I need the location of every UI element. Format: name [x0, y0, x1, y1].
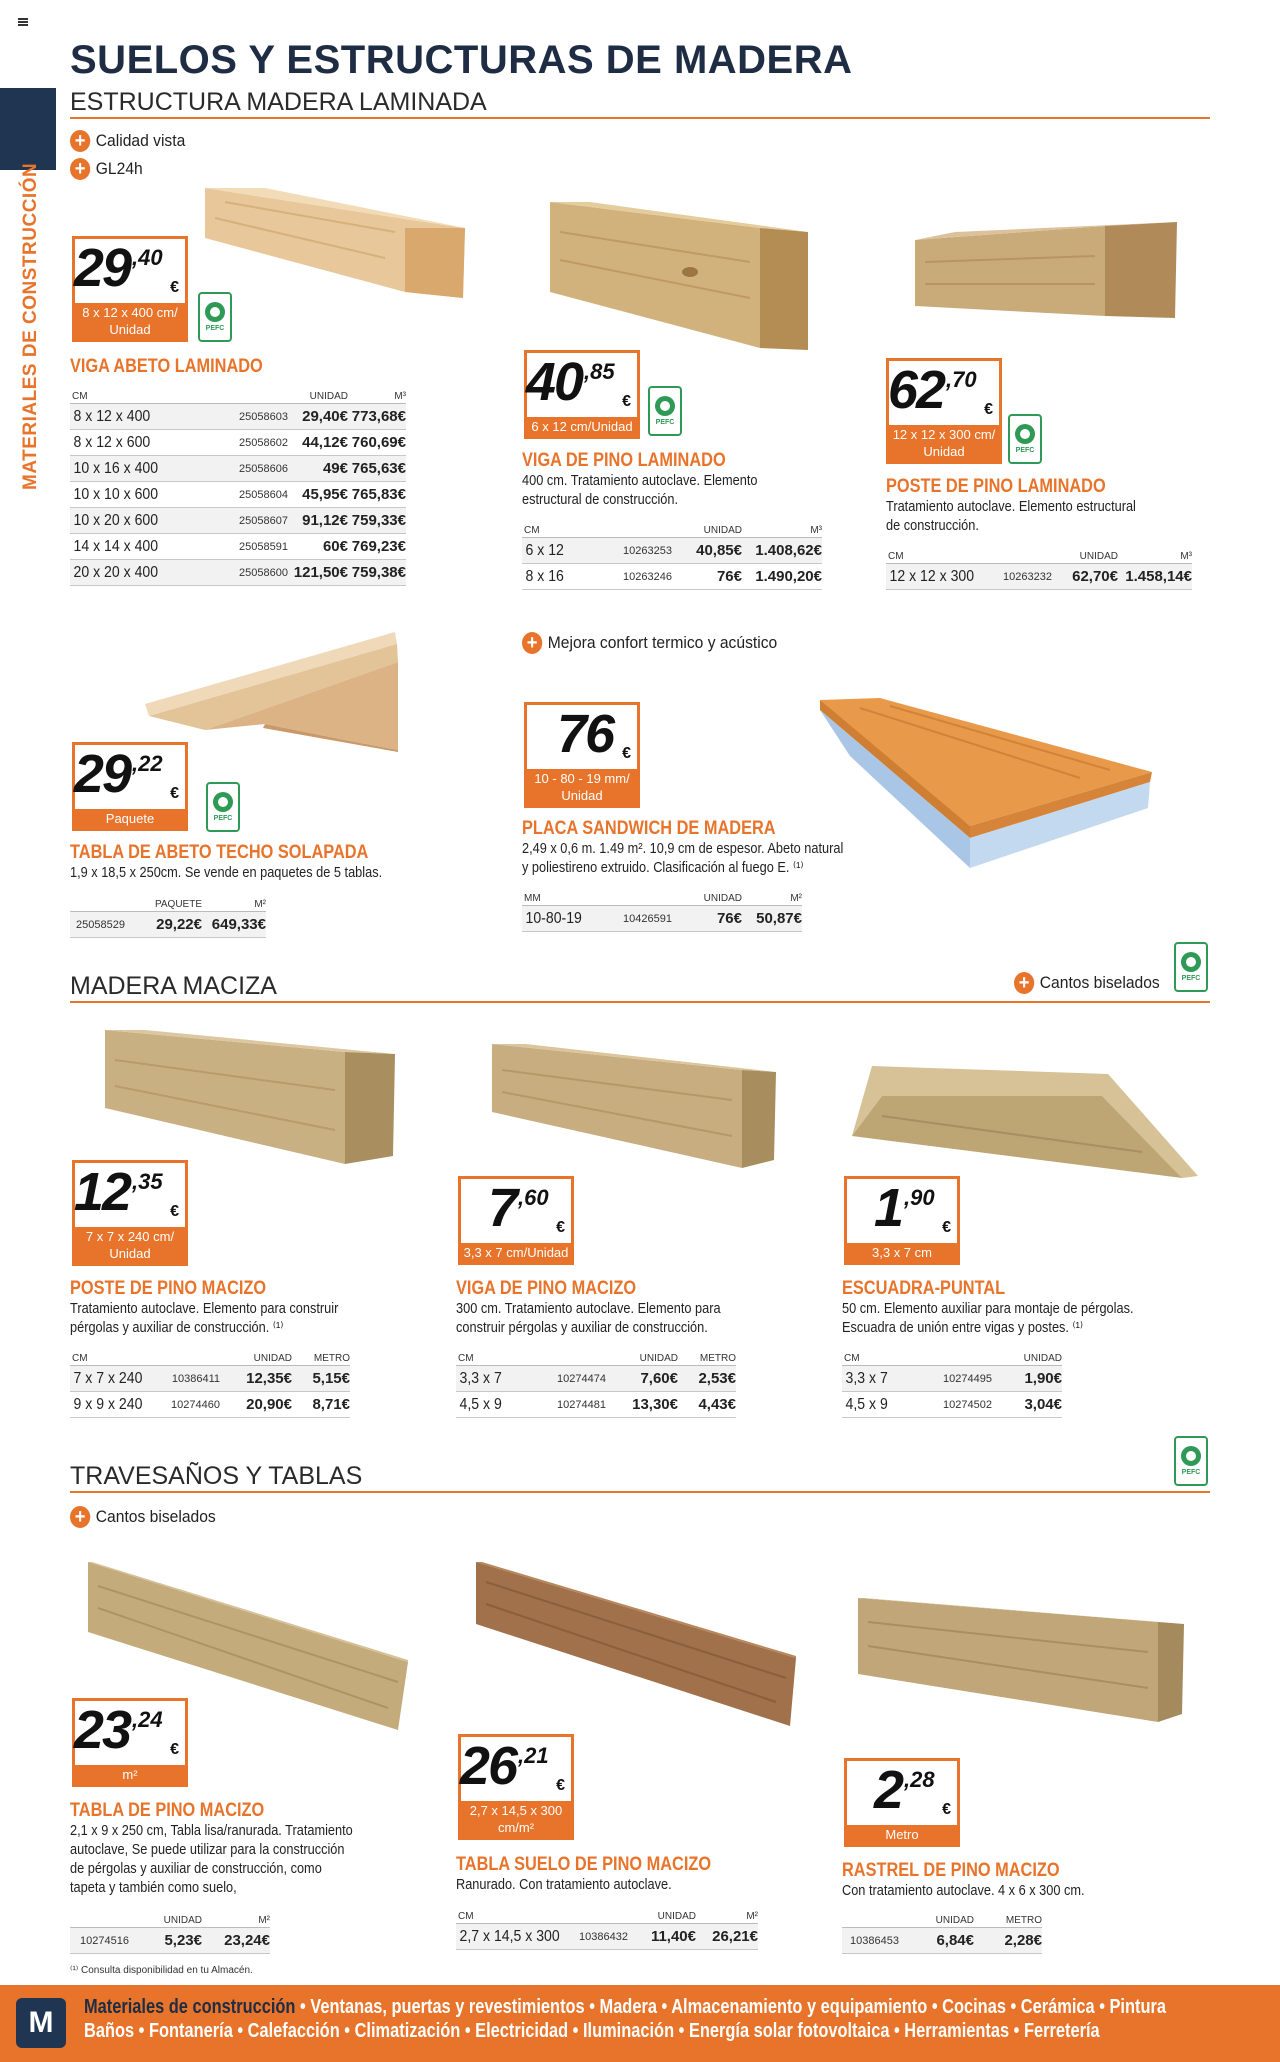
- product-desc: Tratamiento autoclave. Elemento estructural de construcción.: [886, 499, 1136, 534]
- product-desc: 2,1 x 9 x 250 cm, Tabla lisa/ranurada. Tratamiento autoclave, Se puede utilizar para la construcción de pérgolas y auxiliar de construcción, como tapeta y también como suelo,: [70, 1823, 353, 1896]
- feature-calidad: + Calidad vista: [70, 130, 185, 152]
- table-row: 3,3 x 7 10274495 1,90€: [842, 1366, 1062, 1392]
- pefc-icon: PEFC: [1008, 414, 1042, 464]
- viga-pino-macizo-image: [492, 1044, 776, 1168]
- section-divider: [70, 1491, 1210, 1493]
- poste-pino-laminado-image: [915, 222, 1177, 320]
- table-row: 10-80-19 10426591 76€ 50,87€: [522, 906, 802, 932]
- product-name: TABLA DE ABETO TECHO SOLAPADA: [70, 842, 369, 863]
- pefc-icon: PEFC: [648, 386, 682, 436]
- price-badge-poste-pino-macizo: 12 ,35 € 7 x 7 x 240 cm/ Unidad: [72, 1160, 188, 1266]
- footer-categories-line1: Materiales de construcción • Ventanas, puertas y revestimientos • Madera • Almacenamiento y equipamiento • Cocinas • Cerámica • Pintura: [84, 1996, 1166, 2018]
- viga-pino-laminado-image: [550, 202, 810, 350]
- spec-table-tabla-abeto: PAQUETE M² 25058529 29,22€ 649,33€: [70, 896, 266, 938]
- side-label: MATERIALES DE CONSTRUCCIÓN: [20, 162, 41, 490]
- pefc-icon: PEFC: [198, 292, 232, 342]
- pefc-icon: PEFC: [1174, 1436, 1208, 1486]
- footnote: ⁽¹⁾ Consulta disponibilidad en tu Almacén.: [70, 1965, 253, 1976]
- price-badge-tabla-suelo: 26 ,21 € 2,7 x 14,5 x 300 cm/m²: [458, 1734, 574, 1840]
- table-row: 9 x 9 x 240 10274460 20,90€ 8,71€: [70, 1392, 350, 1418]
- product-name: POSTE DE PINO LAMINADO: [886, 476, 1106, 497]
- product-name: VIGA ABETO LAMINADO: [70, 356, 263, 377]
- product-desc: 50 cm. Elemento auxiliar para montaje de pérgolas. Escuadra de unión entre vigas y postes. ⁽¹⁾: [842, 1301, 1134, 1336]
- pefc-icon: PEFC: [1174, 942, 1208, 992]
- price-badge-rastrel: 2 ,28 € Metro: [844, 1758, 960, 1847]
- table-row: 8 x 12 x 600 25058602 44,12€ 760,69€: [70, 430, 406, 456]
- table-row: 7 x 7 x 240 10386411 12,35€ 5,15€: [70, 1366, 350, 1392]
- plus-icon: +: [522, 632, 542, 654]
- table-row: 25058529 29,22€ 649,33€: [70, 912, 266, 938]
- table-row: 4,5 x 9 10274481 13,30€ 4,43€: [456, 1392, 736, 1418]
- section-title-travesanos: TRAVESAÑOS Y TABLAS: [70, 1462, 363, 1490]
- tabla-suelo-image: [476, 1562, 796, 1726]
- table-row: 10 x 10 x 600 25058604 45,95€ 765,83€: [70, 482, 406, 508]
- table-row: 6 x 12 10263253 40,85€ 1.408,62€: [522, 538, 822, 564]
- product-name: ESCUADRA-PUNTAL: [842, 1278, 1006, 1299]
- product-name: TABLA SUELO DE PINO MACIZO: [456, 1854, 712, 1875]
- price-badge-viga-abeto: 29 ,40 € 8 x 12 x 400 cm/ Unidad: [72, 236, 188, 342]
- rastrel-image: [858, 1598, 1184, 1722]
- table-row: 4,5 x 9 10274502 3,04€: [842, 1392, 1062, 1418]
- placa-sandwich-image: [820, 698, 1152, 868]
- feature-confort: + Mejora confort termico y acústico: [522, 632, 777, 654]
- table-row: 2,7 x 14,5 x 300 10386432 11,40€ 26,21€: [456, 1924, 758, 1950]
- section-divider: [70, 1001, 1210, 1003]
- brand-logo: M: [16, 1998, 66, 2048]
- poste-pino-macizo-image: [105, 1030, 395, 1164]
- escuadra-puntal-image: [852, 1066, 1198, 1178]
- price-badge-viga-pino-laminado: 40 ,85 € 6 x 12 cm/Unidad: [524, 350, 640, 439]
- menu-icon[interactable]: [18, 18, 28, 26]
- feature-cantos-maciza: + Cantos biselados: [1014, 972, 1160, 994]
- price-badge-viga-pino-macizo: 7 ,60 € 3,3 x 7 cm/Unidad: [458, 1176, 574, 1265]
- section-title-maciza: MADERA MACIZA: [70, 972, 277, 1000]
- footer-categories-line2: Baños • Fontanería • Calefacción • Climatización • Electricidad • Iluminación • Energía solar fotovoltaica • Herramientas • Ferretería: [84, 2020, 1100, 2042]
- table-row: 10 x 16 x 400 25058606 49€ 765,63€: [70, 456, 406, 482]
- price-badge-tabla-pino-macizo: 23 ,24 € m²: [72, 1698, 188, 1787]
- table-row: 10 x 20 x 600 25058607 91,12€ 759,33€: [70, 508, 406, 534]
- spec-table-tabla-suelo: CM UNIDAD M² 2,7 x 14,5 x 300 10386432 11,40€ 26,21€: [456, 1908, 758, 1950]
- product-desc: 300 cm. Tratamiento autoclave. Elemento para construir pérgolas y auxiliar de construcción.: [456, 1301, 721, 1336]
- tabla-abeto-image: [145, 632, 400, 752]
- product-desc: Ranurado. Con tratamiento autoclave.: [456, 1877, 672, 1893]
- side-tab: [0, 88, 56, 170]
- table-row: 8 x 16 10263246 76€ 1.490,20€: [522, 564, 822, 590]
- spec-table-escuadra: CM UNIDAD 3,3 x 7 10274495 1,90€ 4,5 x 9 10274502 3,04€: [842, 1350, 1062, 1418]
- product-name: RASTREL DE PINO MACIZO: [842, 1860, 1060, 1881]
- plus-icon: +: [1014, 972, 1034, 994]
- product-desc: 400 cm. Tratamiento autoclave. Elemento estructural de construcción.: [522, 473, 758, 508]
- product-name: VIGA DE PINO MACIZO: [456, 1278, 637, 1299]
- price-badge-poste-pino-laminado: 62 ,70 € 12 x 12 x 300 cm/ Unidad: [886, 358, 1002, 464]
- spec-table-rastrel: UNIDAD METRO 10386453 6,84€ 2,28€: [842, 1912, 1042, 1954]
- table-row: 12 x 12 x 300 10263232 62,70€ 1.458,14€: [886, 564, 1192, 590]
- price-badge-tabla-abeto: 29 ,22 € Paquete: [72, 742, 188, 831]
- plus-icon: +: [70, 158, 90, 180]
- table-row: 20 x 20 x 400 25058600 121,50€ 759,38€: [70, 560, 406, 586]
- product-name: TABLA DE PINO MACIZO: [70, 1800, 265, 1821]
- spec-table-viga-pino-laminado: CM UNIDAD M³ 6 x 12 10263253 40,85€ 1.408,62€ 8 x 16 10263246 76€ 1.490,20€: [522, 522, 822, 590]
- feature-gl24h: + GL24h: [70, 158, 143, 180]
- spec-table-poste-pino-macizo: CM UNIDAD METRO 7 x 7 x 240 10386411 12,35€ 5,15€ 9 x 9 x 240 10274460 20,90€ 8,71€: [70, 1350, 350, 1418]
- product-name: PLACA SANDWICH DE MADERA: [522, 818, 776, 839]
- table-row: 8 x 12 x 400 25058603 29,40€ 773,68€: [70, 404, 406, 430]
- spec-table-poste-pino-laminado: CM UNIDAD M³ 12 x 12 x 300 10263232 62,70€ 1.458,14€: [886, 548, 1192, 590]
- table-row: 10386453 6,84€ 2,28€: [842, 1928, 1042, 1954]
- footer-current-category: Materiales de construcción: [84, 1996, 296, 2018]
- section-divider: [70, 117, 1210, 119]
- page-title: SUELOS Y ESTRUCTURAS DE MADERA: [70, 38, 853, 82]
- spec-table-placa-sandwich: MM UNIDAD M² 10-80-19 10426591 76€ 50,87€: [522, 890, 802, 932]
- plus-icon: +: [70, 130, 90, 152]
- product-desc: Tratamiento autoclave. Elemento para construir pérgolas y auxiliar de construcción. ⁽¹⁾: [70, 1301, 339, 1336]
- table-row: 10274516 5,23€ 23,24€: [70, 1928, 270, 1954]
- section-title-laminada: ESTRUCTURA MADERA LAMINADA: [70, 88, 487, 116]
- pefc-icon: PEFC: [206, 782, 240, 832]
- table-row: 3,3 x 7 10274474 7,60€ 2,53€: [456, 1366, 736, 1392]
- price-badge-placa-sandwich: 76 € 10 - 80 - 19 mm/ Unidad: [524, 702, 640, 808]
- product-name: POSTE DE PINO MACIZO: [70, 1278, 267, 1299]
- price-badge-escuadra: 1 ,90 € 3,3 x 7 cm: [844, 1176, 960, 1265]
- product-name: VIGA DE PINO LAMINADO: [522, 450, 726, 471]
- product-desc: Con tratamiento autoclave. 4 x 6 x 300 cm.: [842, 1883, 1085, 1899]
- spec-table-viga-abeto: CM UNIDAD M³ 8 x 12 x 400 25058603 29,40€ 773,68€ 8 x 12 x 600 25058602 44,12€ 760,69€ 10 x 16 x 400 25058606 49€ 765,63€ 10 x 10 x 600 25058604 45,95€ 765,83€ 10 x 20 x 600 25058607 91,12€ 759,33€ 14 x 14 x 400 25058591 60€ 769,23€ 20 x 20 x 400 25058600 121,50€ 759,38€: [70, 388, 406, 586]
- spec-table-tabla-pino-macizo: UNIDAD M² 10274516 5,23€ 23,24€: [70, 1912, 270, 1954]
- table-row: 14 x 14 x 400 25058591 60€ 769,23€: [70, 534, 406, 560]
- spec-table-viga-pino-macizo: CM UNIDAD METRO 3,3 x 7 10274474 7,60€ 2,53€ 4,5 x 9 10274481 13,30€ 4,43€: [456, 1350, 736, 1418]
- product-desc: 2,49 x 0,6 m. 1.49 m². 10,9 cm de espesor. Abeto natural y poliestireno extruido. Clasificación al fuego E. ⁽¹⁾: [522, 841, 844, 876]
- plus-icon: +: [70, 1506, 90, 1528]
- viga-abeto-image: [205, 188, 465, 300]
- product-desc: 1,9 x 18,5 x 250cm. Se vende en paquetes de 5 tablas.: [70, 865, 383, 881]
- feature-cantos-travesanos: + Cantos biselados: [70, 1506, 216, 1528]
